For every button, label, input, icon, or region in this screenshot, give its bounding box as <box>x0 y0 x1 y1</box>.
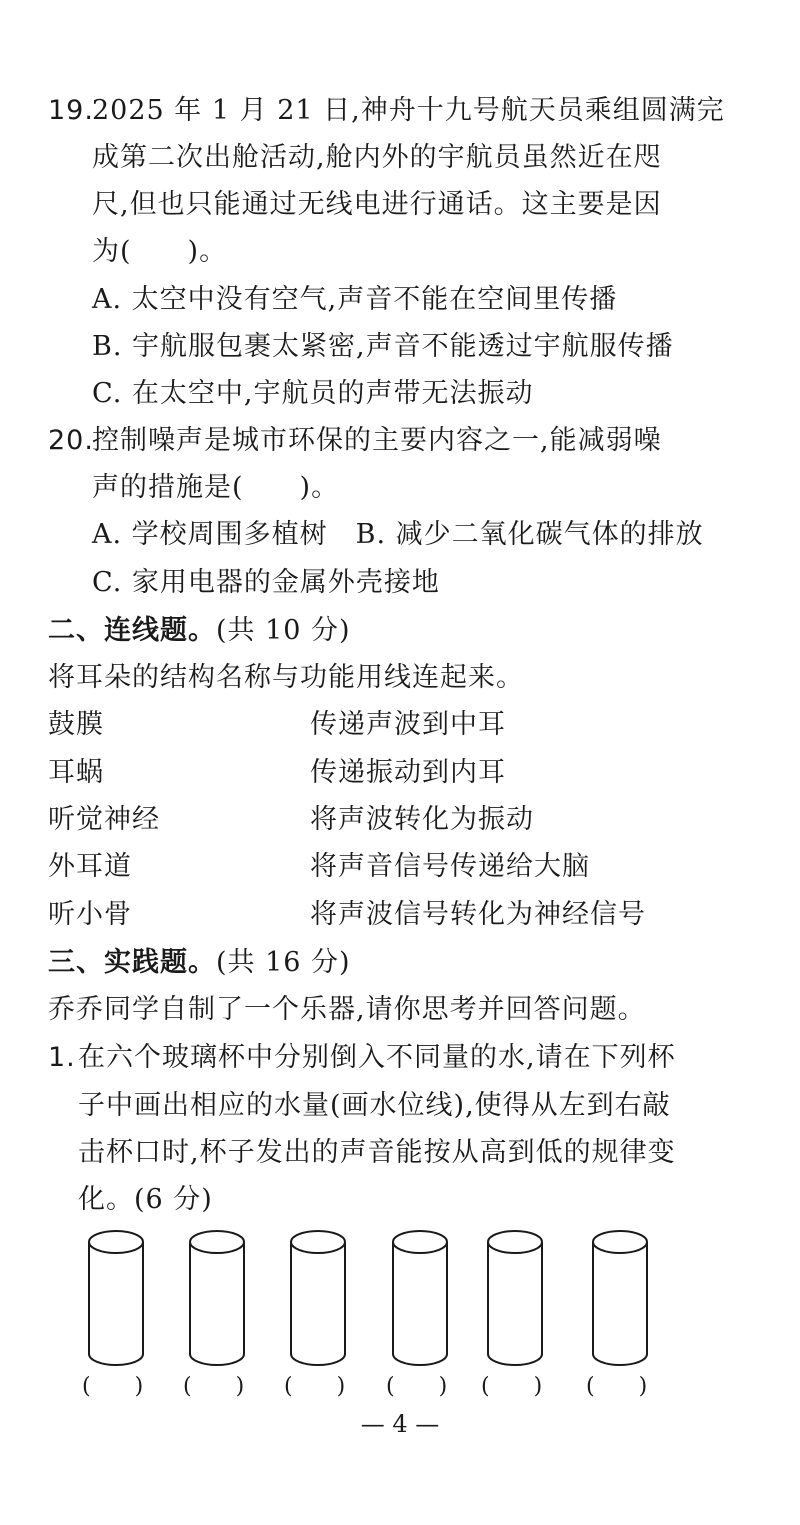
cup-answer-blank[interactable]: ( ) <box>481 1374 543 1399</box>
q20-number: 20. <box>48 425 94 456</box>
q19-stem-line: 成第二次出舱活动,舱内外的宇航员虽然近在咫 <box>92 142 662 173</box>
q20-option-c: C. 家用电器的金属外壳接地 <box>92 567 440 598</box>
q19-stem-line: 2025 年 1 月 21 日,神舟十九号航天员乘组圆满完 <box>92 95 725 126</box>
q19-answer-blank[interactable]: 为( )。 <box>92 236 228 267</box>
ear-structure-item[interactable]: 鼓膜 <box>48 709 104 740</box>
ear-structure-item[interactable]: 外耳道 <box>48 851 132 882</box>
q20-answer-blank[interactable]: 声的措施是( )。 <box>92 472 340 503</box>
ear-structure-item[interactable]: 听觉神经 <box>48 804 160 835</box>
glass-cups-row <box>0 1228 800 1368</box>
q20-stem-line: 控制噪声是城市环保的主要内容之一,能减弱噪 <box>92 425 662 456</box>
glass-cup-icon[interactable] <box>390 1228 450 1368</box>
section3-score: (共 16 分) <box>216 947 351 978</box>
glass-cup-icon[interactable] <box>590 1228 650 1368</box>
q19-option-c: C. 在太空中,宇航员的声带无法振动 <box>92 378 534 409</box>
ear-function-item[interactable]: 传递振动到内耳 <box>310 757 506 788</box>
section2-score: (共 10 分) <box>216 615 351 646</box>
section2-instruction: 将耳朵的结构名称与功能用线连起来。 <box>48 662 524 693</box>
q20-option-ab: A. 学校周围多植树 B. 减少二氧化碳气体的排放 <box>92 519 704 550</box>
q19-option-b: B. 宇航服包裹太紧密,声音不能透过宇航服传播 <box>92 331 674 362</box>
glass-cup-icon[interactable] <box>288 1228 348 1368</box>
section2-title: 二、连线题。 <box>48 615 216 646</box>
ear-structure-item[interactable]: 听小骨 <box>48 899 132 930</box>
q19-number: 19. <box>48 95 94 126</box>
cup-answer-blank[interactable]: ( ) <box>183 1374 245 1399</box>
cup-answer-blank[interactable]: ( ) <box>284 1374 346 1399</box>
q19-option-a: A. 太空中没有空气,声音不能在空间里传播 <box>92 284 618 315</box>
glass-cup-icon[interactable] <box>187 1228 247 1368</box>
section3-intro: 乔乔同学自制了一个乐器,请你思考并回答问题。 <box>48 994 646 1025</box>
cup-answer-blank[interactable]: ( ) <box>386 1374 448 1399</box>
glass-cup-icon[interactable] <box>485 1228 545 1368</box>
section3-q1-line: 击杯口时,杯子发出的声音能按从高到低的规律变 <box>78 1137 676 1168</box>
section3-title: 三、实践题。 <box>48 947 216 978</box>
cup-answer-blank[interactable]: ( ) <box>586 1374 648 1399</box>
q19-stem-line: 尺,但也只能通过无线电进行通话。这主要是因 <box>92 189 662 220</box>
section3-q1-line: 子中画出相应的水量(画水位线),使得从左到右敲 <box>78 1090 671 1121</box>
ear-function-item[interactable]: 将声波转化为振动 <box>310 804 534 835</box>
ear-function-item[interactable]: 将声波信号转化为神经信号 <box>310 899 646 930</box>
section3-q1-number: 1. <box>48 1042 76 1073</box>
ear-function-item[interactable]: 传递声波到中耳 <box>310 709 506 740</box>
page-number: — 4 — <box>360 1410 440 1438</box>
section3-heading <box>48 946 351 980</box>
ear-function-item[interactable]: 将声音信号传递给大脑 <box>310 851 590 882</box>
section3-q1-line: 在六个玻璃杯中分别倒入不同量的水,请在下列杯 <box>78 1042 676 1073</box>
section2-heading <box>48 614 351 648</box>
cup-answer-blank[interactable]: ( ) <box>82 1374 144 1399</box>
ear-structure-item[interactable]: 耳蜗 <box>48 757 104 788</box>
section3-q1-line: 化。(6 分) <box>78 1184 213 1215</box>
glass-cup-icon[interactable] <box>86 1228 146 1368</box>
